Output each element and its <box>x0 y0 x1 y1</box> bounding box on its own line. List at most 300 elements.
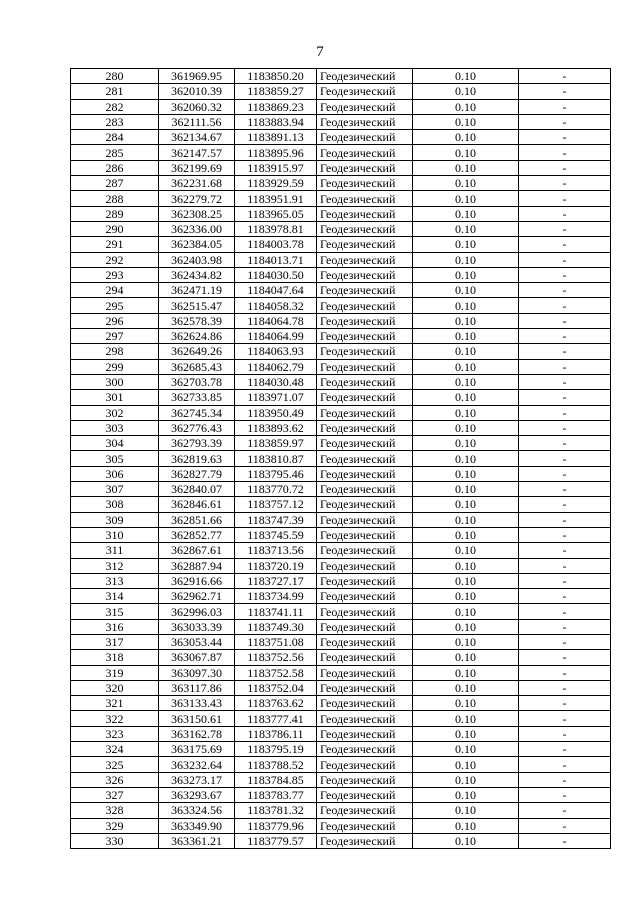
method-cell: Геодезический <box>317 420 413 435</box>
point-number-cell: 301 <box>71 390 159 405</box>
x-coordinate-cell: 363293.67 <box>159 787 235 802</box>
table-row <box>71 589 611 604</box>
y-coordinate-cell: 1184030.48 <box>235 374 317 389</box>
description-cell: - <box>519 374 611 389</box>
point-number-cell: 284 <box>71 130 159 145</box>
description-cell: - <box>519 619 611 634</box>
point-number-cell: 300 <box>71 374 159 389</box>
y-coordinate-cell: 1183741.11 <box>235 604 317 619</box>
method-cell: Геодезический <box>317 634 413 649</box>
point-number-cell: 323 <box>71 726 159 741</box>
accuracy-cell: 0.10 <box>413 696 519 711</box>
x-coordinate-cell: 362867.61 <box>159 543 235 558</box>
x-coordinate-cell: 362308.25 <box>159 206 235 221</box>
y-coordinate-cell: 1183734.99 <box>235 589 317 604</box>
accuracy-cell: 0.10 <box>413 130 519 145</box>
y-coordinate-cell: 1183763.62 <box>235 696 317 711</box>
point-number-cell: 291 <box>71 237 159 252</box>
accuracy-cell: 0.10 <box>413 787 519 802</box>
y-coordinate-cell: 1184030.50 <box>235 267 317 282</box>
point-number-cell: 298 <box>71 344 159 359</box>
accuracy-cell: 0.10 <box>413 711 519 726</box>
description-cell: - <box>519 69 611 84</box>
table-row <box>71 512 611 527</box>
accuracy-cell: 0.10 <box>413 206 519 221</box>
point-number-cell: 285 <box>71 145 159 160</box>
accuracy-cell: 0.10 <box>413 160 519 175</box>
method-cell: Геодезический <box>317 130 413 145</box>
x-coordinate-cell: 363361.21 <box>159 833 235 848</box>
x-coordinate-cell: 363232.64 <box>159 757 235 772</box>
table-row <box>71 696 611 711</box>
y-coordinate-cell: 1183893.62 <box>235 420 317 435</box>
y-coordinate-cell: 1183779.57 <box>235 833 317 848</box>
accuracy-cell: 0.10 <box>413 221 519 236</box>
method-cell: Геодезический <box>317 145 413 160</box>
y-coordinate-cell: 1183745.59 <box>235 527 317 542</box>
method-cell: Геодезический <box>317 726 413 741</box>
description-cell: - <box>519 711 611 726</box>
method-cell: Геодезический <box>317 436 413 451</box>
accuracy-cell: 0.10 <box>413 451 519 466</box>
method-cell: Геодезический <box>317 114 413 129</box>
table-row <box>71 390 611 405</box>
accuracy-cell: 0.10 <box>413 803 519 818</box>
accuracy-cell: 0.10 <box>413 237 519 252</box>
x-coordinate-cell: 362384.05 <box>159 237 235 252</box>
x-coordinate-cell: 363273.17 <box>159 772 235 787</box>
table-row <box>71 405 611 420</box>
table-row <box>71 191 611 206</box>
table-row <box>71 634 611 649</box>
x-coordinate-cell: 363349.90 <box>159 818 235 833</box>
y-coordinate-cell: 1183770.72 <box>235 482 317 497</box>
y-coordinate-cell: 1183788.52 <box>235 757 317 772</box>
y-coordinate-cell: 1183895.96 <box>235 145 317 160</box>
x-coordinate-cell: 363150.61 <box>159 711 235 726</box>
accuracy-cell: 0.10 <box>413 482 519 497</box>
method-cell: Геодезический <box>317 313 413 328</box>
table-row <box>71 160 611 175</box>
method-cell: Геодезический <box>317 619 413 634</box>
x-coordinate-cell: 363033.39 <box>159 619 235 634</box>
y-coordinate-cell: 1183720.19 <box>235 558 317 573</box>
point-number-cell: 312 <box>71 558 159 573</box>
method-cell: Геодезический <box>317 558 413 573</box>
x-coordinate-cell: 362962.71 <box>159 589 235 604</box>
y-coordinate-cell: 1183786.11 <box>235 726 317 741</box>
x-coordinate-cell: 362060.32 <box>159 99 235 114</box>
x-coordinate-cell: 362916.66 <box>159 573 235 588</box>
method-cell: Геодезический <box>317 742 413 757</box>
y-coordinate-cell: 1183781.32 <box>235 803 317 818</box>
point-number-cell: 321 <box>71 696 159 711</box>
point-number-cell: 281 <box>71 84 159 99</box>
method-cell: Геодезический <box>317 680 413 695</box>
point-number-cell: 309 <box>71 512 159 527</box>
description-cell: - <box>519 237 611 252</box>
x-coordinate-cell: 362685.43 <box>159 359 235 374</box>
accuracy-cell: 0.10 <box>413 176 519 191</box>
y-coordinate-cell: 1183795.19 <box>235 742 317 757</box>
accuracy-cell: 0.10 <box>413 497 519 512</box>
description-cell: - <box>519 191 611 206</box>
point-number-cell: 308 <box>71 497 159 512</box>
table-row <box>71 313 611 328</box>
point-number-cell: 297 <box>71 329 159 344</box>
method-cell: Геодезический <box>317 482 413 497</box>
accuracy-cell: 0.10 <box>413 145 519 160</box>
y-coordinate-cell: 1183752.58 <box>235 665 317 680</box>
method-cell: Геодезический <box>317 329 413 344</box>
method-cell: Геодезический <box>317 696 413 711</box>
table-row <box>71 252 611 267</box>
y-coordinate-cell: 1183777.41 <box>235 711 317 726</box>
description-cell: - <box>519 114 611 129</box>
description-cell: - <box>519 329 611 344</box>
x-coordinate-cell: 362434.82 <box>159 267 235 282</box>
description-cell: - <box>519 84 611 99</box>
x-coordinate-cell: 362793.39 <box>159 436 235 451</box>
point-number-cell: 326 <box>71 772 159 787</box>
accuracy-cell: 0.10 <box>413 298 519 313</box>
x-coordinate-cell: 363097.30 <box>159 665 235 680</box>
x-coordinate-cell: 362147.57 <box>159 145 235 160</box>
y-coordinate-cell: 1183950.49 <box>235 405 317 420</box>
method-cell: Геодезический <box>317 512 413 527</box>
accuracy-cell: 0.10 <box>413 558 519 573</box>
accuracy-cell: 0.10 <box>413 252 519 267</box>
y-coordinate-cell: 1183713.56 <box>235 543 317 558</box>
point-number-cell: 311 <box>71 543 159 558</box>
method-cell: Геодезический <box>317 772 413 787</box>
accuracy-cell: 0.10 <box>413 405 519 420</box>
y-coordinate-cell: 1183810.87 <box>235 451 317 466</box>
y-coordinate-cell: 1184013.71 <box>235 252 317 267</box>
description-cell: - <box>519 160 611 175</box>
accuracy-cell: 0.10 <box>413 512 519 527</box>
accuracy-cell: 0.10 <box>413 436 519 451</box>
x-coordinate-cell: 362745.34 <box>159 405 235 420</box>
table-row <box>71 482 611 497</box>
coordinates-table-body <box>71 69 611 849</box>
x-coordinate-cell: 362336.00 <box>159 221 235 236</box>
accuracy-cell: 0.10 <box>413 772 519 787</box>
accuracy-cell: 0.10 <box>413 374 519 389</box>
y-coordinate-cell: 1184047.64 <box>235 283 317 298</box>
y-coordinate-cell: 1183749.30 <box>235 619 317 634</box>
description-cell: - <box>519 145 611 160</box>
method-cell: Геодезический <box>317 176 413 191</box>
table-row <box>71 466 611 481</box>
x-coordinate-cell: 362649.26 <box>159 344 235 359</box>
point-number-cell: 319 <box>71 665 159 680</box>
method-cell: Геодезический <box>317 466 413 481</box>
description-cell: - <box>519 436 611 451</box>
y-coordinate-cell: 1184058.32 <box>235 298 317 313</box>
accuracy-cell: 0.10 <box>413 329 519 344</box>
accuracy-cell: 0.10 <box>413 69 519 84</box>
description-cell: - <box>519 757 611 772</box>
accuracy-cell: 0.10 <box>413 114 519 129</box>
method-cell: Геодезический <box>317 803 413 818</box>
description-cell: - <box>519 99 611 114</box>
point-number-cell: 295 <box>71 298 159 313</box>
description-cell: - <box>519 573 611 588</box>
x-coordinate-cell: 362819.63 <box>159 451 235 466</box>
accuracy-cell: 0.10 <box>413 604 519 619</box>
table-row <box>71 420 611 435</box>
y-coordinate-cell: 1183779.96 <box>235 818 317 833</box>
x-coordinate-cell: 362703.78 <box>159 374 235 389</box>
description-cell: - <box>519 283 611 298</box>
method-cell: Геодезический <box>317 298 413 313</box>
point-number-cell: 294 <box>71 283 159 298</box>
accuracy-cell: 0.10 <box>413 757 519 772</box>
description-cell: - <box>519 772 611 787</box>
x-coordinate-cell: 362840.07 <box>159 482 235 497</box>
y-coordinate-cell: 1183747.39 <box>235 512 317 527</box>
description-cell: - <box>519 558 611 573</box>
method-cell: Геодезический <box>317 757 413 772</box>
method-cell: Геодезический <box>317 191 413 206</box>
x-coordinate-cell: 362624.86 <box>159 329 235 344</box>
accuracy-cell: 0.10 <box>413 543 519 558</box>
table-row <box>71 298 611 313</box>
accuracy-cell: 0.10 <box>413 99 519 114</box>
accuracy-cell: 0.10 <box>413 267 519 282</box>
x-coordinate-cell: 362887.94 <box>159 558 235 573</box>
point-number-cell: 296 <box>71 313 159 328</box>
y-coordinate-cell: 1184064.78 <box>235 313 317 328</box>
x-coordinate-cell: 362515.47 <box>159 298 235 313</box>
table-row <box>71 267 611 282</box>
point-number-cell: 288 <box>71 191 159 206</box>
x-coordinate-cell: 363162.78 <box>159 726 235 741</box>
table-row <box>71 114 611 129</box>
y-coordinate-cell: 1183757.12 <box>235 497 317 512</box>
description-cell: - <box>519 589 611 604</box>
y-coordinate-cell: 1183978.81 <box>235 221 317 236</box>
point-number-cell: 303 <box>71 420 159 435</box>
point-number-cell: 287 <box>71 176 159 191</box>
description-cell: - <box>519 680 611 695</box>
x-coordinate-cell: 362134.67 <box>159 130 235 145</box>
method-cell: Геодезический <box>317 650 413 665</box>
description-cell: - <box>519 344 611 359</box>
accuracy-cell: 0.10 <box>413 344 519 359</box>
x-coordinate-cell: 362578.39 <box>159 313 235 328</box>
method-cell: Геодезический <box>317 374 413 389</box>
table-row <box>71 604 611 619</box>
method-cell: Геодезический <box>317 206 413 221</box>
point-number-cell: 320 <box>71 680 159 695</box>
y-coordinate-cell: 1184064.99 <box>235 329 317 344</box>
y-coordinate-cell: 1183850.20 <box>235 69 317 84</box>
table-row <box>71 742 611 757</box>
table-row <box>71 451 611 466</box>
x-coordinate-cell: 362231.68 <box>159 176 235 191</box>
accuracy-cell: 0.10 <box>413 680 519 695</box>
table-row <box>71 558 611 573</box>
method-cell: Геодезический <box>317 833 413 848</box>
point-number-cell: 328 <box>71 803 159 818</box>
description-cell: - <box>519 466 611 481</box>
point-number-cell: 310 <box>71 527 159 542</box>
method-cell: Геодезический <box>317 160 413 175</box>
accuracy-cell: 0.10 <box>413 527 519 542</box>
table-row <box>71 374 611 389</box>
y-coordinate-cell: 1183965.05 <box>235 206 317 221</box>
accuracy-cell: 0.10 <box>413 359 519 374</box>
description-cell: - <box>519 634 611 649</box>
table-row <box>71 665 611 680</box>
table-row <box>71 436 611 451</box>
point-number-cell: 322 <box>71 711 159 726</box>
description-cell: - <box>519 696 611 711</box>
accuracy-cell: 0.10 <box>413 84 519 99</box>
description-cell: - <box>519 742 611 757</box>
accuracy-cell: 0.10 <box>413 313 519 328</box>
y-coordinate-cell: 1184062.79 <box>235 359 317 374</box>
description-cell: - <box>519 726 611 741</box>
point-number-cell: 299 <box>71 359 159 374</box>
coordinates-table <box>70 68 611 849</box>
x-coordinate-cell: 363133.43 <box>159 696 235 711</box>
description-cell: - <box>519 482 611 497</box>
table-row <box>71 543 611 558</box>
description-cell: - <box>519 130 611 145</box>
point-number-cell: 292 <box>71 252 159 267</box>
x-coordinate-cell: 362996.03 <box>159 604 235 619</box>
y-coordinate-cell: 1183915.97 <box>235 160 317 175</box>
accuracy-cell: 0.10 <box>413 726 519 741</box>
description-cell: - <box>519 298 611 313</box>
method-cell: Геодезический <box>317 497 413 512</box>
table-row <box>71 221 611 236</box>
table-row <box>71 757 611 772</box>
point-number-cell: 313 <box>71 573 159 588</box>
point-number-cell: 330 <box>71 833 159 848</box>
table-row <box>71 772 611 787</box>
description-cell: - <box>519 512 611 527</box>
description-cell: - <box>519 267 611 282</box>
y-coordinate-cell: 1184063.93 <box>235 344 317 359</box>
point-number-cell: 315 <box>71 604 159 619</box>
y-coordinate-cell: 1183752.56 <box>235 650 317 665</box>
point-number-cell: 305 <box>71 451 159 466</box>
table-row <box>71 99 611 114</box>
accuracy-cell: 0.10 <box>413 589 519 604</box>
y-coordinate-cell: 1183859.27 <box>235 84 317 99</box>
accuracy-cell: 0.10 <box>413 818 519 833</box>
x-coordinate-cell: 363053.44 <box>159 634 235 649</box>
table-row <box>71 69 611 84</box>
y-coordinate-cell: 1183784.85 <box>235 772 317 787</box>
method-cell: Геодезический <box>317 405 413 420</box>
description-cell: - <box>519 405 611 420</box>
table-row <box>71 130 611 145</box>
method-cell: Геодезический <box>317 711 413 726</box>
description-cell: - <box>519 650 611 665</box>
table-row <box>71 84 611 99</box>
method-cell: Геодезический <box>317 237 413 252</box>
method-cell: Геодезический <box>317 390 413 405</box>
y-coordinate-cell: 1183727.17 <box>235 573 317 588</box>
description-cell: - <box>519 665 611 680</box>
method-cell: Геодезический <box>317 84 413 99</box>
description-cell: - <box>519 206 611 221</box>
method-cell: Геодезический <box>317 604 413 619</box>
x-coordinate-cell: 362199.69 <box>159 160 235 175</box>
method-cell: Геодезический <box>317 787 413 802</box>
accuracy-cell: 0.10 <box>413 283 519 298</box>
accuracy-cell: 0.10 <box>413 390 519 405</box>
accuracy-cell: 0.10 <box>413 650 519 665</box>
description-cell: - <box>519 359 611 374</box>
accuracy-cell: 0.10 <box>413 466 519 481</box>
description-cell: - <box>519 451 611 466</box>
table-row <box>71 650 611 665</box>
description-cell: - <box>519 390 611 405</box>
description-cell: - <box>519 527 611 542</box>
description-cell: - <box>519 803 611 818</box>
page-number: 7 <box>316 44 324 60</box>
table-row <box>71 237 611 252</box>
point-number-cell: 324 <box>71 742 159 757</box>
point-number-cell: 307 <box>71 482 159 497</box>
table-row <box>71 711 611 726</box>
table-row <box>71 787 611 802</box>
description-cell: - <box>519 604 611 619</box>
table-row <box>71 359 611 374</box>
x-coordinate-cell: 361969.95 <box>159 69 235 84</box>
point-number-cell: 327 <box>71 787 159 802</box>
description-cell: - <box>519 420 611 435</box>
method-cell: Геодезический <box>317 283 413 298</box>
point-number-cell: 302 <box>71 405 159 420</box>
y-coordinate-cell: 1184003.78 <box>235 237 317 252</box>
point-number-cell: 329 <box>71 818 159 833</box>
description-cell: - <box>519 497 611 512</box>
y-coordinate-cell: 1183859.97 <box>235 436 317 451</box>
table-row <box>71 527 611 542</box>
x-coordinate-cell: 362279.72 <box>159 191 235 206</box>
y-coordinate-cell: 1183891.13 <box>235 130 317 145</box>
point-number-cell: 293 <box>71 267 159 282</box>
point-number-cell: 304 <box>71 436 159 451</box>
description-cell: - <box>519 313 611 328</box>
point-number-cell: 282 <box>71 99 159 114</box>
method-cell: Геодезический <box>317 267 413 282</box>
description-cell: - <box>519 787 611 802</box>
accuracy-cell: 0.10 <box>413 634 519 649</box>
x-coordinate-cell: 363067.87 <box>159 650 235 665</box>
description-cell: - <box>519 543 611 558</box>
x-coordinate-cell: 363324.56 <box>159 803 235 818</box>
x-coordinate-cell: 362852.77 <box>159 527 235 542</box>
y-coordinate-cell: 1183869.23 <box>235 99 317 114</box>
table-row <box>71 145 611 160</box>
table-row <box>71 573 611 588</box>
table-row <box>71 329 611 344</box>
point-number-cell: 316 <box>71 619 159 634</box>
description-cell: - <box>519 252 611 267</box>
x-coordinate-cell: 362733.85 <box>159 390 235 405</box>
x-coordinate-cell: 362851.66 <box>159 512 235 527</box>
point-number-cell: 317 <box>71 634 159 649</box>
method-cell: Геодезический <box>317 543 413 558</box>
